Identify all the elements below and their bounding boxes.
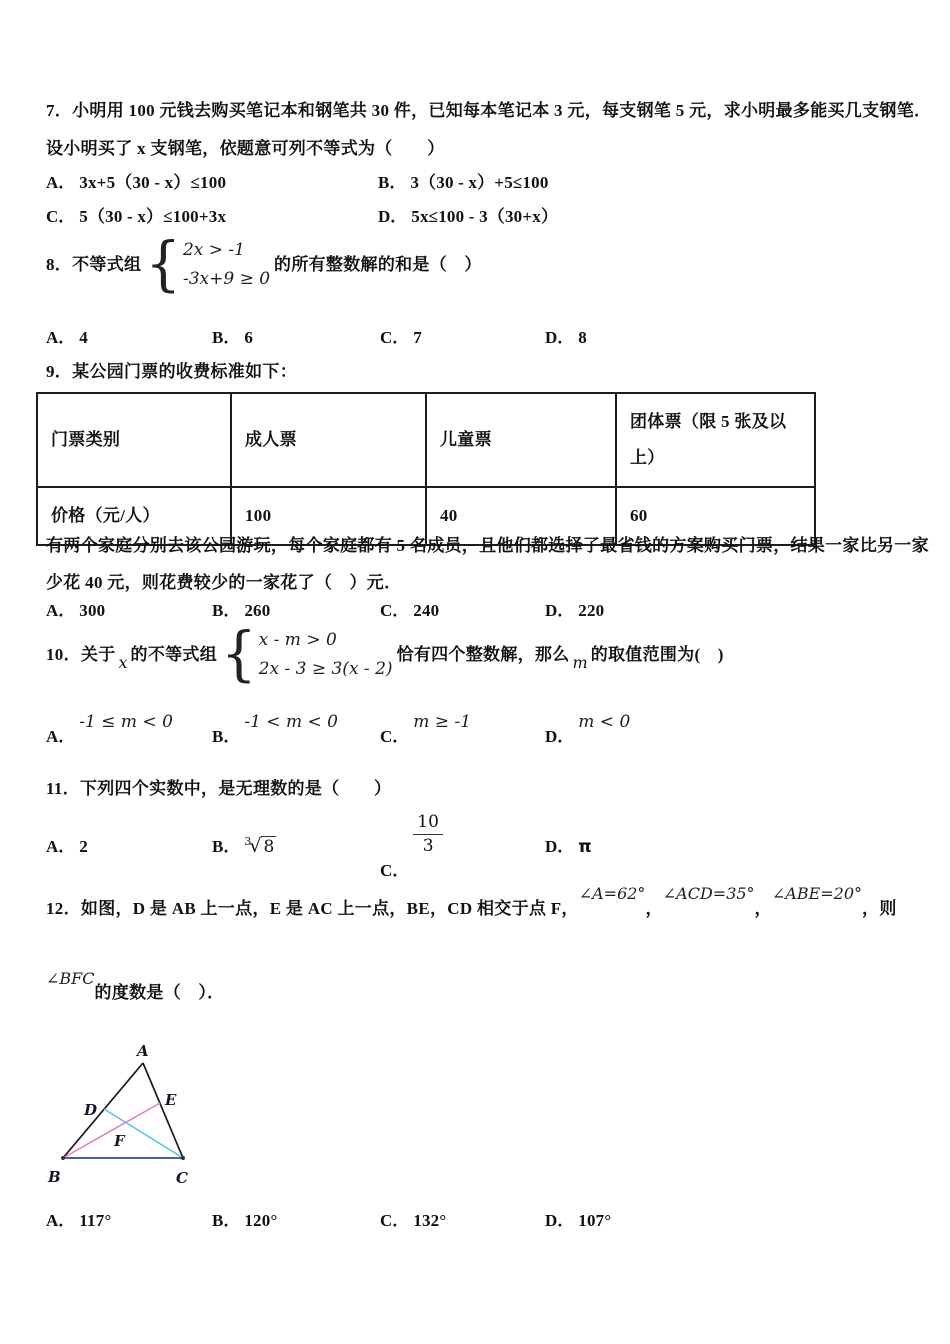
edge-ab	[63, 1063, 143, 1158]
q8-suffix: 的所有整数解的和是（ ）	[274, 255, 482, 274]
q8-prefix: 8．不等式组	[46, 255, 142, 274]
q10-option-c	[380, 712, 545, 748]
q12-angle-a: ∠A=62°	[578, 884, 646, 903]
question-10	[46, 620, 920, 689]
q8-option-a	[46, 327, 212, 348]
option-letter: B．	[212, 1211, 241, 1230]
q10-variable-x: x	[118, 652, 128, 672]
option-value: 240	[413, 601, 440, 620]
cevian-be	[63, 1103, 160, 1158]
option-letter: C．	[380, 1211, 410, 1230]
q12-option-c	[380, 1210, 545, 1231]
label-e: E	[165, 1091, 177, 1109]
q11-option-b	[212, 836, 380, 881]
option-letter: A．	[46, 727, 76, 746]
option-letter: A．	[46, 328, 76, 347]
q8-option-c	[380, 327, 545, 348]
q12-comma1: ，	[645, 899, 663, 918]
triangle-svg	[40, 1038, 220, 1193]
q7-line1: 7．小明用 100 元钱去购买笔记本和钢笔共 30 件，已知每本笔记本 3 元，每支钢笔 5 元，求小明最多能买几支钢笔．	[46, 101, 932, 120]
fraction-numerator: 10	[413, 812, 443, 835]
fraction-denominator: 3	[422, 836, 434, 856]
table-header-row	[37, 393, 815, 487]
question-12-line1	[46, 884, 920, 921]
q11-option-c	[380, 812, 545, 881]
option-letter: A．	[46, 837, 76, 856]
q7-options	[46, 172, 920, 227]
option-letter: B．	[378, 173, 407, 192]
q8-option-b	[212, 327, 380, 348]
q12-option-d	[545, 1210, 920, 1231]
option-value: 4	[79, 328, 88, 347]
q7-option-a	[46, 172, 378, 193]
q12-angle-abe: ∠ABE=20°	[771, 884, 863, 903]
q10-system-line2: 2x - 3 ≥ 3(x - 2)	[258, 659, 393, 679]
cell-price-label: 价格（元/人）	[37, 487, 231, 545]
q12-angle-acd: ∠ACD=35°	[662, 884, 755, 903]
option-letter: B．	[212, 837, 241, 856]
option-value: 8	[578, 328, 587, 347]
question-11	[46, 777, 920, 801]
option-value: 120°	[244, 1211, 278, 1230]
q10-inequality-system	[221, 620, 393, 689]
q9-body-line1: 有两个家庭分别去该公园游玩，每个家庭都有 5 名成员，且他们都选择了最省钱的方案购买门票，结果一家比另一家	[46, 536, 929, 555]
option-letter: B．	[212, 328, 241, 347]
option-value: 3（30 - x）+5≤100	[410, 173, 549, 192]
option-letter: A．	[46, 173, 76, 192]
question-9	[46, 360, 920, 384]
option-letter: A．	[46, 601, 76, 620]
q10-system-lines	[259, 626, 393, 684]
brace-glyph: {	[145, 230, 181, 299]
pi-symbol: π	[578, 837, 592, 857]
q10-option-d	[545, 712, 920, 748]
q10-mid2: 恰有四个整数解，那么	[396, 645, 570, 664]
header-adult: 成人票	[231, 393, 426, 487]
q10-prefix: 10．关于	[46, 645, 116, 664]
q8-inequality-system	[145, 230, 271, 299]
option-letter: B．	[212, 727, 241, 746]
q8-system-line2: -3x+9 ≥ 0	[182, 269, 271, 289]
q8-option-d	[545, 327, 920, 348]
q12-comma3: ，则	[862, 899, 897, 918]
cell-adult-price: 100	[231, 487, 426, 545]
option-value: 220	[578, 601, 605, 620]
option-letter: C．	[380, 328, 410, 347]
option-value: 132°	[413, 1211, 447, 1230]
option-letter: C．	[46, 207, 76, 226]
option-value: 2	[79, 837, 88, 856]
option-value: 5x≤100 - 3（30+x）	[411, 207, 559, 226]
label-d: D	[84, 1101, 98, 1119]
label-f: F	[114, 1132, 125, 1150]
question-12-line2	[46, 969, 920, 1005]
edge-ac	[143, 1063, 183, 1158]
label-a: A	[137, 1042, 149, 1060]
q9-title: 9．某公园门票的收费标准如下：	[46, 362, 297, 381]
option-value: 6	[244, 328, 254, 347]
option-letter: D．	[545, 837, 575, 856]
root-index: 3	[244, 835, 252, 848]
option-letter: B．	[212, 601, 241, 620]
q12-angle-bfc: ∠BFC	[46, 969, 95, 988]
q11-options	[46, 812, 920, 881]
option-formula: m ≥ -1	[413, 712, 472, 732]
option-value: 5（30 - x）≤100+3x	[79, 207, 227, 226]
triangle-figure	[40, 1038, 220, 1193]
point-c-dot	[181, 1156, 185, 1160]
cube-root-expression	[244, 837, 276, 857]
label-c: C	[176, 1169, 188, 1187]
option-formula: -1 < m < 0	[244, 712, 338, 732]
option-value: 300	[79, 601, 106, 620]
option-letter: C．	[380, 727, 410, 746]
option-formula: -1 ≤ m < 0	[79, 712, 173, 732]
option-value: 117°	[79, 1211, 112, 1230]
option-letter: A．	[46, 1211, 76, 1230]
cell-child-price: 40	[426, 487, 616, 545]
cell-group-price: 60	[616, 487, 815, 545]
option-letter: D．	[545, 1211, 575, 1230]
q10-suffix: 的取值范围为( )	[590, 645, 724, 664]
q12-option-b	[212, 1210, 380, 1231]
ticket-price-table	[36, 392, 816, 546]
option-value: 260	[244, 601, 271, 620]
q7-option-d	[378, 206, 920, 227]
header-group: 团体票（限 5 张及以上）	[616, 393, 815, 487]
option-value: 3x+5（30 - x）≤100	[79, 173, 227, 192]
option-letter: D．	[378, 207, 408, 226]
fraction-expression	[413, 812, 443, 857]
q11-title: 11．下列四个实数中，是无理数的是（ ）	[46, 779, 392, 798]
radical-sign: √	[249, 835, 262, 857]
q7-option-b	[378, 172, 920, 193]
q12-comma2: ，	[754, 899, 772, 918]
q10-option-b	[212, 712, 380, 748]
option-value: 107°	[578, 1211, 612, 1230]
option-letter: D．	[545, 328, 575, 347]
q10-mid1: 的不等式组	[130, 645, 218, 664]
q10-options	[46, 712, 920, 748]
q7-option-c	[46, 206, 378, 227]
option-letter: C．	[380, 861, 410, 880]
question-8	[46, 230, 920, 299]
header-ticket-type: 门票类别	[37, 393, 231, 487]
q9-option-c	[380, 600, 545, 621]
q9-body-line2: 少花 40 元，则花费较少的一家花了（ ）元．	[46, 573, 402, 592]
q8-system-line1: 2x > -1	[182, 240, 245, 260]
option-formula: m < 0	[578, 712, 631, 732]
radicand: 8	[263, 837, 275, 857]
q10-option-a	[46, 712, 212, 748]
q11-option-a	[46, 836, 212, 881]
q8-options	[46, 327, 920, 348]
q9-body	[46, 527, 929, 601]
option-letter: C．	[380, 601, 410, 620]
q9-option-b	[212, 600, 380, 621]
q11-option-d	[545, 836, 920, 881]
q8-system-lines	[183, 236, 270, 294]
question-7	[46, 92, 932, 168]
q9-option-a	[46, 600, 212, 621]
q12-prefix: 12．如图，D 是 AB 上一点，E 是 AC 上一点，BE，CD 相交于点 F，	[46, 899, 579, 918]
header-child: 儿童票	[426, 393, 616, 487]
option-letter: D．	[545, 727, 575, 746]
option-letter: D．	[545, 601, 575, 620]
q12-option-a	[46, 1210, 212, 1231]
q10-variable-m: m	[572, 652, 588, 672]
q10-system-line1: x - m > 0	[258, 630, 337, 650]
label-b: B	[48, 1168, 61, 1186]
q9-option-d	[545, 600, 920, 621]
option-value: 7	[413, 328, 422, 347]
q7-line2: 设小明买了 x 支钢笔，依题意可列不等式为（ ）	[46, 139, 445, 158]
q12-options	[46, 1210, 920, 1231]
q9-options	[46, 600, 920, 621]
q12-line2-text: 的度数是（ ）．	[94, 983, 225, 1002]
point-b-dot	[61, 1156, 65, 1160]
brace-glyph: {	[221, 620, 257, 689]
